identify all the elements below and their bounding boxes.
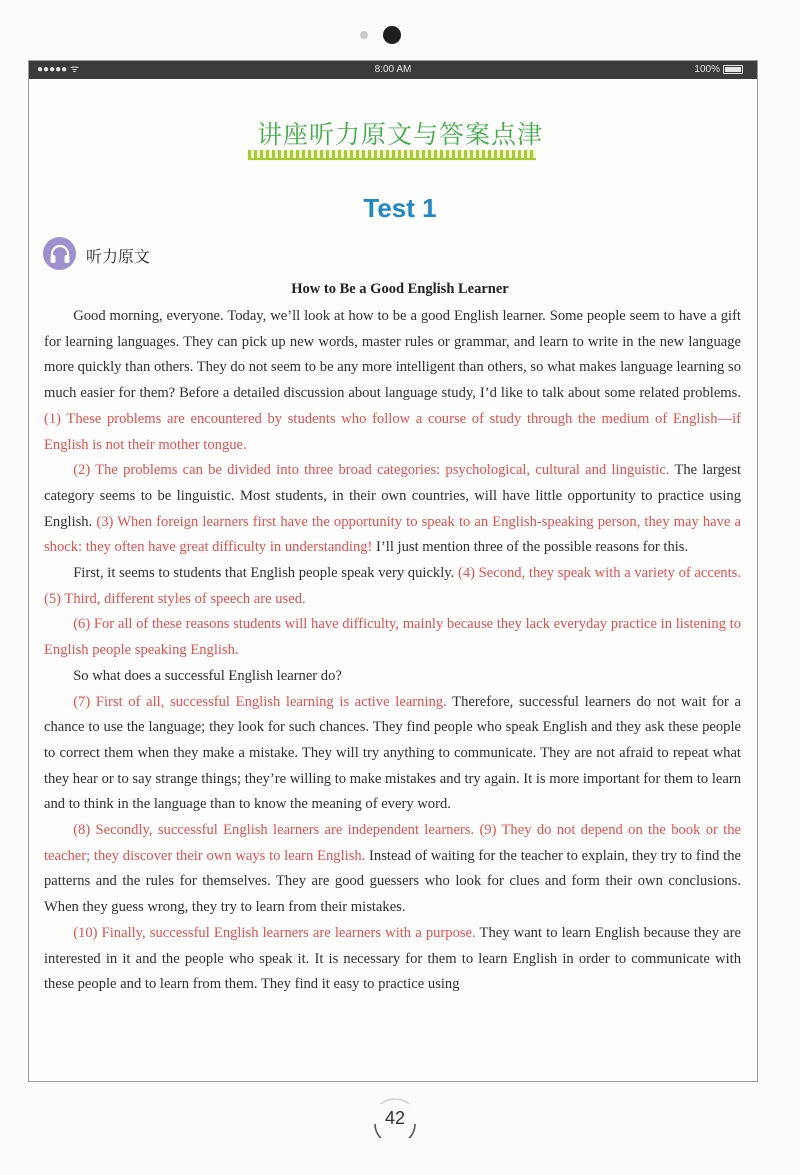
camera-indicator-dot — [360, 31, 368, 39]
title-decoration-stripe — [248, 150, 536, 160]
answer-highlight: (6) For all of these reasons students will have difficulty, mainly because they lack everyday practice in listening to English people speaking English. — [44, 616, 741, 659]
article-title: How to Be a Good English Learner — [291, 281, 509, 297]
article-paragraph — [44, 921, 741, 998]
section-label: 听力原文 — [86, 247, 151, 266]
article-paragraph — [44, 664, 741, 690]
article-paragraph — [44, 458, 741, 561]
answer-highlight: (10) Finally, successful English learners are learners with a purpose. — [73, 924, 476, 941]
article-paragraph — [44, 304, 741, 458]
chapter-title: 讲座听力原文与答案点津 — [256, 120, 543, 149]
article-paragraph — [44, 818, 741, 921]
article-paragraph — [44, 561, 741, 612]
article-paragraph — [44, 690, 741, 819]
answer-highlight: (7) First of all, successful English learning is active learning. — [73, 693, 447, 710]
page-number: 42 — [384, 1108, 406, 1128]
article-body — [44, 304, 741, 998]
transcript-text: So what does a successful English learner do? — [73, 667, 342, 684]
answer-highlight: (4) Second, they speak with a variety of accents. (5) Third, different styles of speech are used. — [44, 565, 741, 607]
headphones-icon — [43, 237, 76, 270]
answer-highlight: (3) When foreign learners first have the opportunity to speak to an English-speaking person, they may have a shock: they often have great difficulty in understanding! — [44, 513, 741, 556]
status-bar — [29, 61, 757, 79]
battery-percent: 100% — [694, 64, 720, 75]
transcript-text: Good morning, everyone. Today, we’ll look at how to be a good English learner. Some people seem to have a gift for learning languages. They can pick up new words, master rules or grammar, and learn to write in the new language more quickly than others. They do not seem to be any more intelligent than others, so what makes language learning so much easier for them? Before a detailed discussion about language study, I’d like to talk about some related problems. — [44, 308, 741, 402]
answer-highlight: (8) Secondly, successful English learners are independent learners. (9) They do not depend on the book or the teacher; they discover their own ways to learn English. — [44, 822, 741, 864]
transcript-text: I’ll just mention three of the possible reasons for this. — [372, 539, 689, 556]
status-time: 8:00 AM — [374, 64, 412, 75]
answer-highlight: (1) These problems are encountered by students who follow a course of study through the medium of English—if English is not their mother tongue. — [44, 410, 741, 453]
article-paragraph — [44, 612, 741, 663]
battery-indicator — [694, 61, 743, 79]
test-title: Test 1 — [363, 193, 437, 223]
transcript-text: The largest category seems to be linguistic. Most students, in their own countries, will have little opportunity to practice using English. — [44, 462, 742, 530]
transcript-text: They want to learn English because they are interested in it and the people who speak it. It is necessary for them to learn English in order to communicate with these people and to learn from them. They find it easy to practice using — [44, 924, 741, 993]
transcript-text: First, it seems to students that English people speak very quickly. — [73, 565, 458, 582]
transcript-text: Instead of waiting for the teacher to explain, they try to find the patterns and the rules for themselves. They are good guessers who look for clues and form their own conclusions. When they guess wrong, they try to learn from their mistakes. — [44, 847, 741, 916]
front-camera — [383, 26, 401, 44]
transcript-text: Therefore, successful learners do not wait for a chance to use the language; they look for such chances. They find people who speak English and they ask these people to correct them when they make a mistake. They will try anything to communicate. They are not afraid to repeat what they hear or to say strange things; they’re willing to make mistakes and try again. It is more important for them to learn and to think in the language than to know the meaning of every word. — [44, 693, 741, 813]
battery-icon — [723, 65, 743, 74]
signal-indicator: ●●●●● ᯤ — [37, 64, 80, 75]
answer-highlight: (2) The problems can be divided into three broad categories: psychological, cultural and linguistic. — [73, 462, 670, 479]
